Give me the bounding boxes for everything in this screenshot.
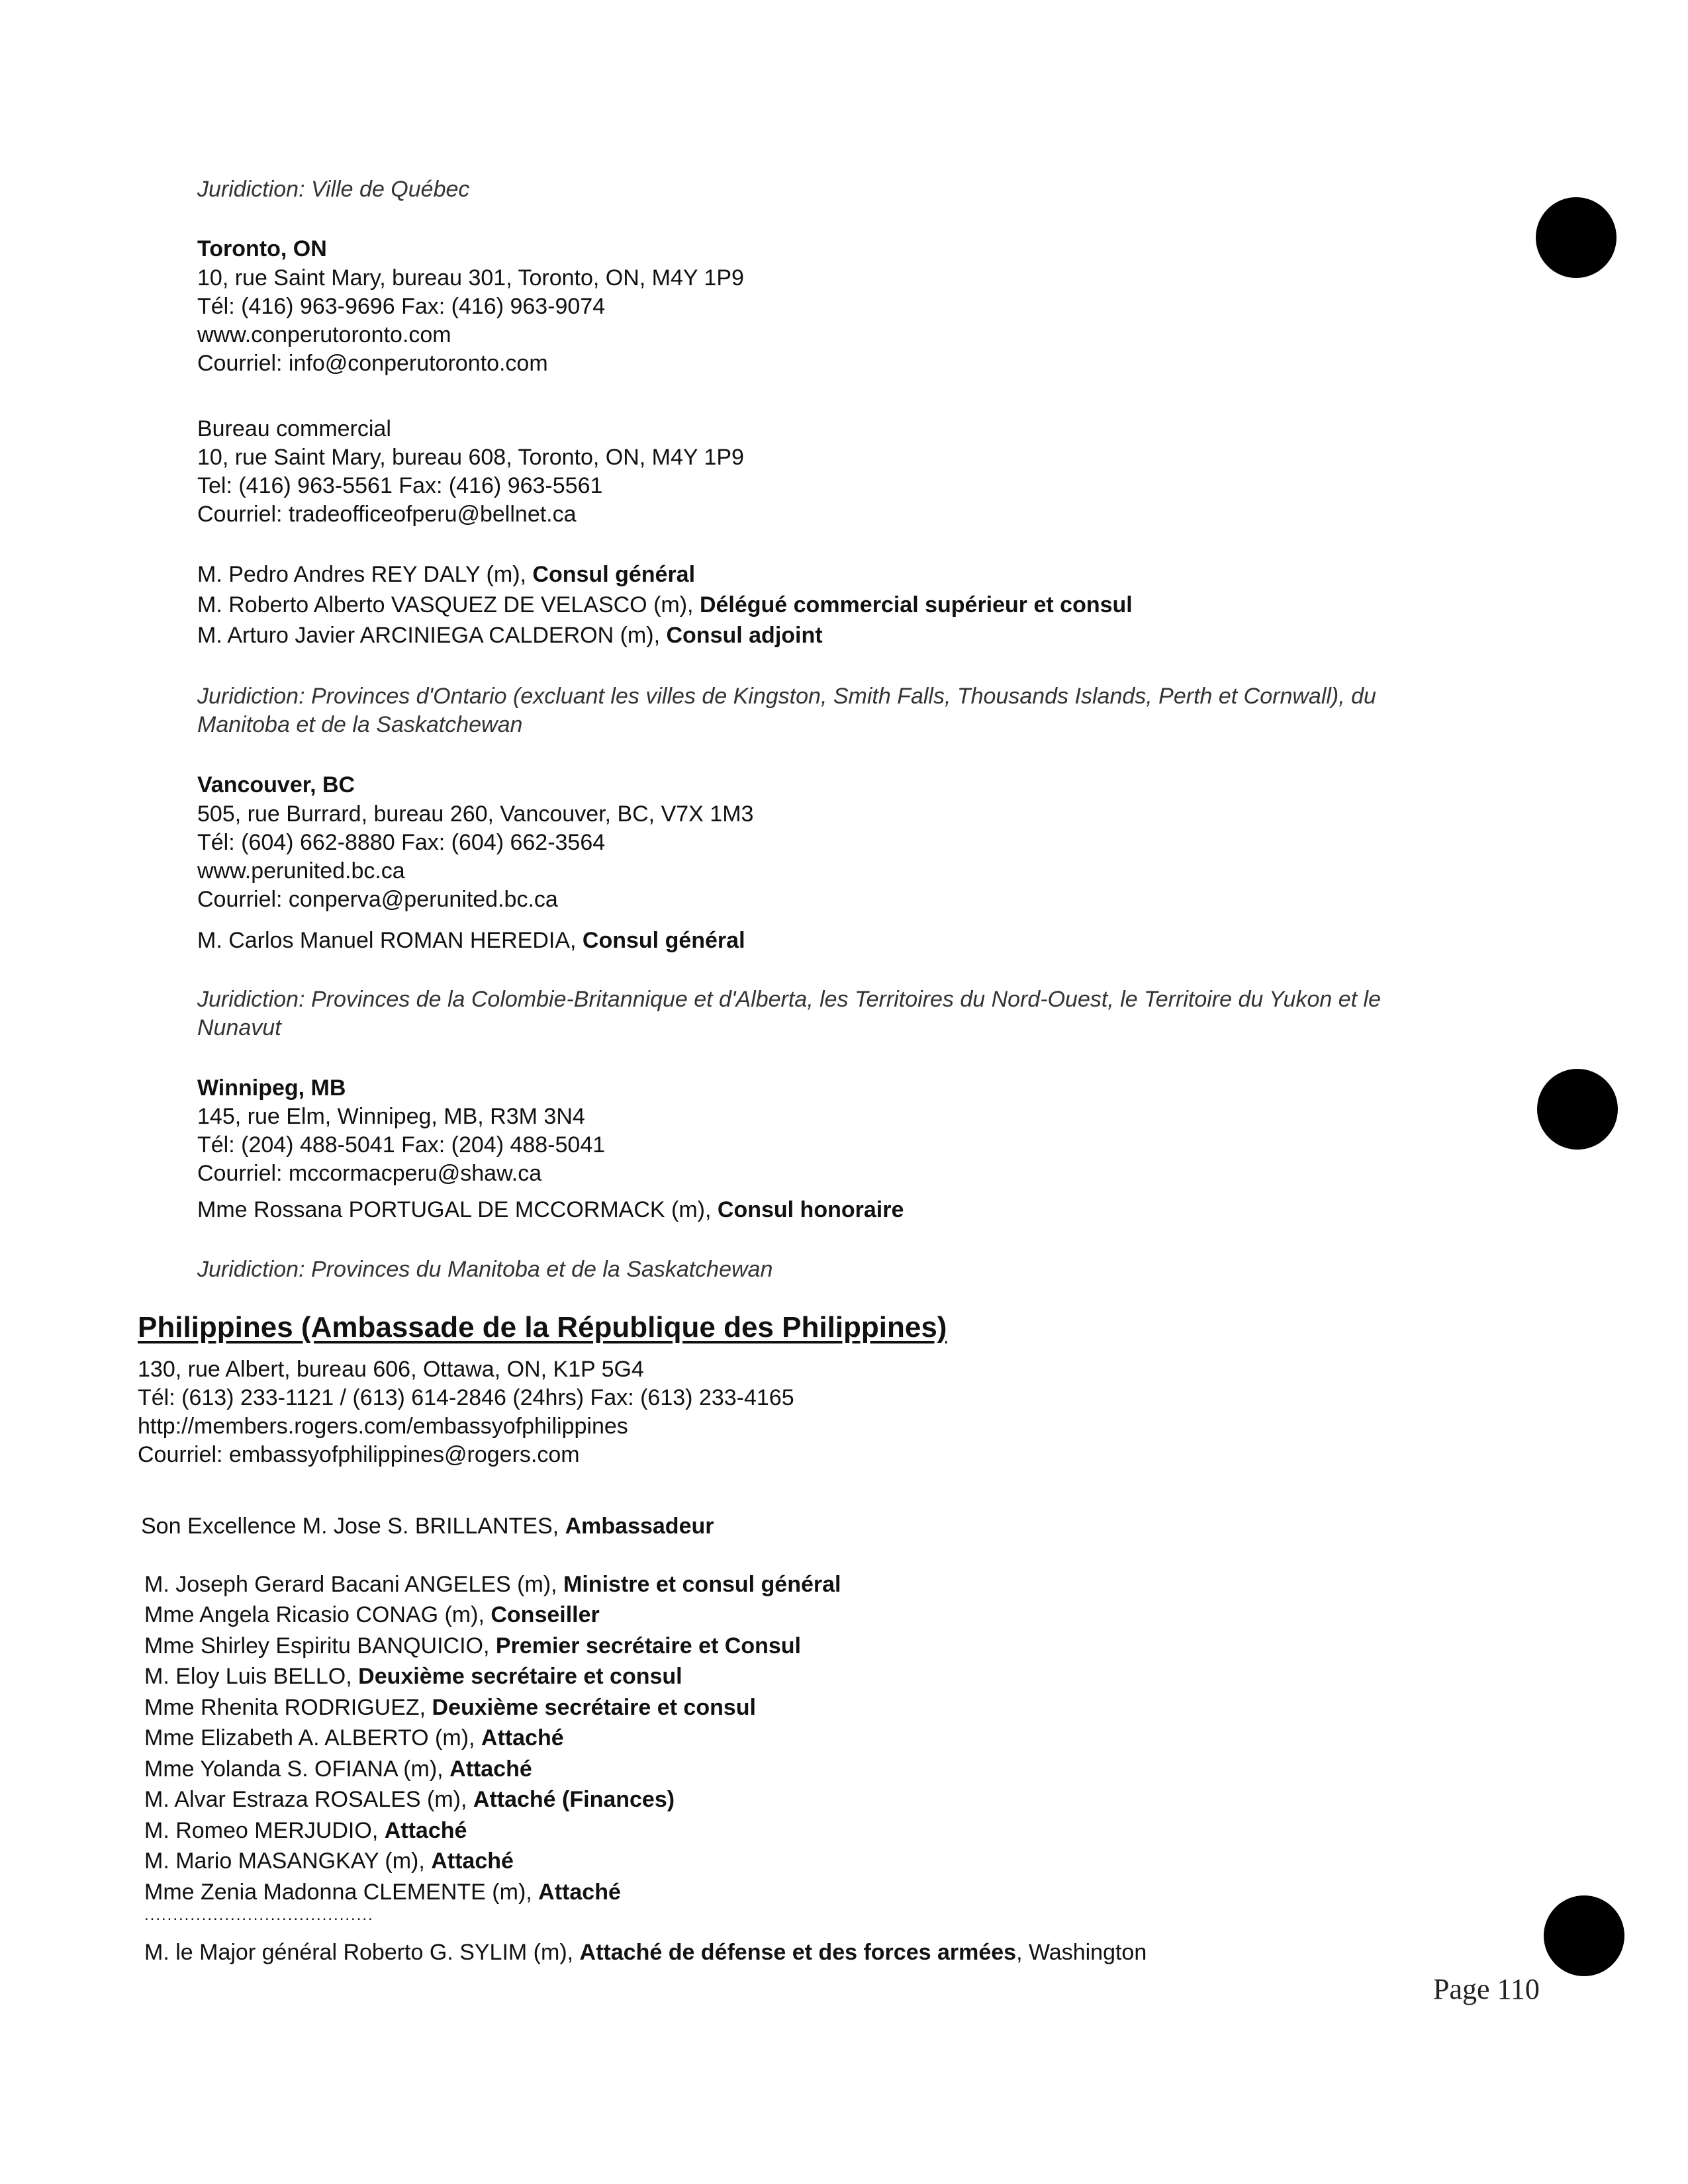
page-number: Page 110 xyxy=(1433,1973,1540,2005)
staff-entry xyxy=(144,1785,675,1814)
staff-role: Ministre et consul général xyxy=(563,1572,841,1597)
staff-name: M. Arturo Javier ARCINIEGA CALDERON (m), xyxy=(197,623,667,648)
staff-role: Consul général xyxy=(532,562,696,587)
staff-role: Attaché xyxy=(384,1818,467,1843)
staff-name: M. Romeo MERJUDIO, xyxy=(144,1818,385,1843)
winnipeg-jurisdiction: Juridiction: Provinces du Manitoba et de la Saskatchewan xyxy=(197,1257,773,1282)
staff-location: , Washington xyxy=(1016,1940,1147,1965)
staff-name: Mme Zenia Madonna CLEMENTE (m), xyxy=(144,1880,539,1905)
staff-role: Conseiller xyxy=(491,1602,600,1627)
staff-entry xyxy=(144,1816,467,1845)
winnipeg-phone: Tél: (204) 488-5041 Fax: (204) 488-5041 xyxy=(197,1132,606,1158)
winnipeg-address: 145, rue Elm, Winnipeg, MB, R3M 3N4 xyxy=(197,1104,585,1129)
country-title-philippines: Philippines (Ambassade de la République des Philippines) xyxy=(138,1311,947,1343)
staff-entry xyxy=(144,1754,532,1784)
staff-role: Deuxième secrétaire et consul xyxy=(432,1695,756,1720)
staff-role: Premier secrétaire et Consul xyxy=(495,1633,801,1659)
staff-name: M. le Major général Roberto G. SYLIM (m), xyxy=(144,1940,580,1965)
toronto-title: Toronto, ON xyxy=(197,236,327,261)
winnipeg-title: Winnipeg, MB xyxy=(197,1075,346,1101)
staff-role: Consul honoraire xyxy=(717,1197,904,1222)
staff-role: Deuxième secrétaire et consul xyxy=(358,1664,682,1689)
trade-office-title: Bureau commercial xyxy=(197,416,391,441)
staff-role: Attaché (Finances) xyxy=(473,1787,675,1812)
staff-name: M. Pedro Andres REY DALY (m), xyxy=(197,562,533,587)
staff-entry xyxy=(144,1878,621,1907)
staff-entry xyxy=(197,590,1133,619)
staff-name: M. Eloy Luis BELLO, xyxy=(144,1664,359,1689)
staff-name: M. Carlos Manuel ROMAN HEREDIA, xyxy=(197,928,583,953)
staff-entry xyxy=(197,926,745,955)
staff-entry xyxy=(144,1570,841,1599)
quebec-jurisdiction: Juridiction: Ville de Québec xyxy=(197,177,470,202)
embassy-web: http://members.rogers.com/embassyofphilippines xyxy=(138,1414,628,1439)
staff-entry xyxy=(197,1195,904,1224)
embassy-phone: Tél: (613) 233-1121 / (613) 614-2846 (24hrs) Fax: (613) 233-4165 xyxy=(138,1385,794,1410)
vancouver-phone: Tél: (604) 662-8880 Fax: (604) 662-3564 xyxy=(197,830,606,855)
staff-entry xyxy=(144,1600,600,1629)
vancouver-address: 505, rue Burrard, bureau 260, Vancouver, BC, V7X 1M3 xyxy=(197,801,754,827)
staff-name: Mme Rhenita RODRIGUEZ, xyxy=(144,1695,432,1720)
vancouver-title: Vancouver, BC xyxy=(197,772,355,797)
staff-name: Son Excellence M. Jose S. BRILLANTES, xyxy=(141,1514,565,1539)
ambassador-entry xyxy=(141,1512,714,1541)
staff-role: Attaché xyxy=(431,1848,514,1874)
staff-name: Mme Shirley Espiritu BANQUICIO, xyxy=(144,1633,496,1659)
staff-entry xyxy=(144,1693,756,1722)
winnipeg-email: Courriel: mccormacperu@shaw.ca xyxy=(197,1161,542,1186)
toronto-phone: Tél: (416) 963-9696 Fax: (416) 963-9074 xyxy=(197,294,606,319)
staff-entry xyxy=(197,560,695,589)
staff-name: M. Alvar Estraza ROSALES (m), xyxy=(144,1787,473,1812)
staff-name: Mme Rossana PORTUGAL DE MCCORMACK (m), xyxy=(197,1197,718,1222)
trade-office-email: Courriel: tradeofficeofperu@bellnet.ca xyxy=(197,502,577,527)
staff-name: M. Joseph Gerard Bacani ANGELES (m), xyxy=(144,1572,564,1597)
toronto-email: Courriel: info@conperutoronto.com xyxy=(197,351,548,376)
toronto-address: 10, rue Saint Mary, bureau 301, Toronto, ON, M4Y 1P9 xyxy=(197,265,744,291)
toronto-jurisdiction-cont: Manitoba et de la Saskatchewan xyxy=(197,712,523,737)
trade-office-address: 10, rue Saint Mary, bureau 608, Toronto, ON, M4Y 1P9 xyxy=(197,445,744,470)
toronto-jurisdiction: Juridiction: Provinces d'Ontario (excluant les villes de Kingston, Smith Falls, Thousands Islands, Perth et Cornwall), du xyxy=(197,684,1376,709)
staff-name: Mme Angela Ricasio CONAG (m), xyxy=(144,1602,491,1627)
staff-role: Ambassadeur xyxy=(565,1514,714,1539)
staff-name: Mme Elizabeth A. ALBERTO (m), xyxy=(144,1725,481,1751)
staff-entry xyxy=(144,1631,801,1661)
staff-entry xyxy=(144,1938,1147,1967)
staff-role: Attaché xyxy=(481,1725,564,1751)
staff-name: Mme Yolanda S. OFIANA (m), xyxy=(144,1756,450,1782)
vancouver-jurisdiction-cont: Nunavut xyxy=(197,1015,281,1040)
staff-role: Attaché de défense et des forces armées xyxy=(579,1940,1017,1965)
punch-hole xyxy=(1544,1895,1624,1976)
embassy-email: Courriel: embassyofphilippines@rogers.com xyxy=(138,1442,580,1467)
toronto-web: www.conperutoronto.com xyxy=(197,322,451,347)
staff-entry xyxy=(197,621,823,650)
punch-hole xyxy=(1536,197,1617,278)
staff-entry xyxy=(144,1846,514,1876)
vancouver-jurisdiction: Juridiction: Provinces de la Colombie-Britannique et d'Alberta, les Territoires du Nord-Ouest, le Territoire du Yukon et le xyxy=(197,987,1381,1012)
staff-role: Délégué commercial supérieur et consul xyxy=(699,592,1133,617)
staff-name: M. Roberto Alberto VASQUEZ DE VELASCO (m), xyxy=(197,592,700,617)
embassy-address: 130, rue Albert, bureau 606, Ottawa, ON, K1P 5G4 xyxy=(138,1357,644,1382)
staff-name: M. Mario MASANGKAY (m), xyxy=(144,1848,432,1874)
staff-role: Consul adjoint xyxy=(666,623,823,648)
staff-entry xyxy=(144,1662,682,1691)
punch-hole xyxy=(1537,1069,1618,1150)
vancouver-web: www.perunited.bc.ca xyxy=(197,858,405,884)
staff-role: Consul général xyxy=(582,928,745,953)
vancouver-email: Courriel: conperva@perunited.bc.ca xyxy=(197,887,558,912)
staff-role: Attaché xyxy=(538,1880,621,1905)
staff-role: Attaché xyxy=(449,1756,532,1782)
staff-entry xyxy=(144,1723,564,1752)
trade-office-phone: Tel: (416) 963-5561 Fax: (416) 963-5561 xyxy=(197,473,603,498)
separator-dots: ........................................ xyxy=(144,1906,374,1924)
